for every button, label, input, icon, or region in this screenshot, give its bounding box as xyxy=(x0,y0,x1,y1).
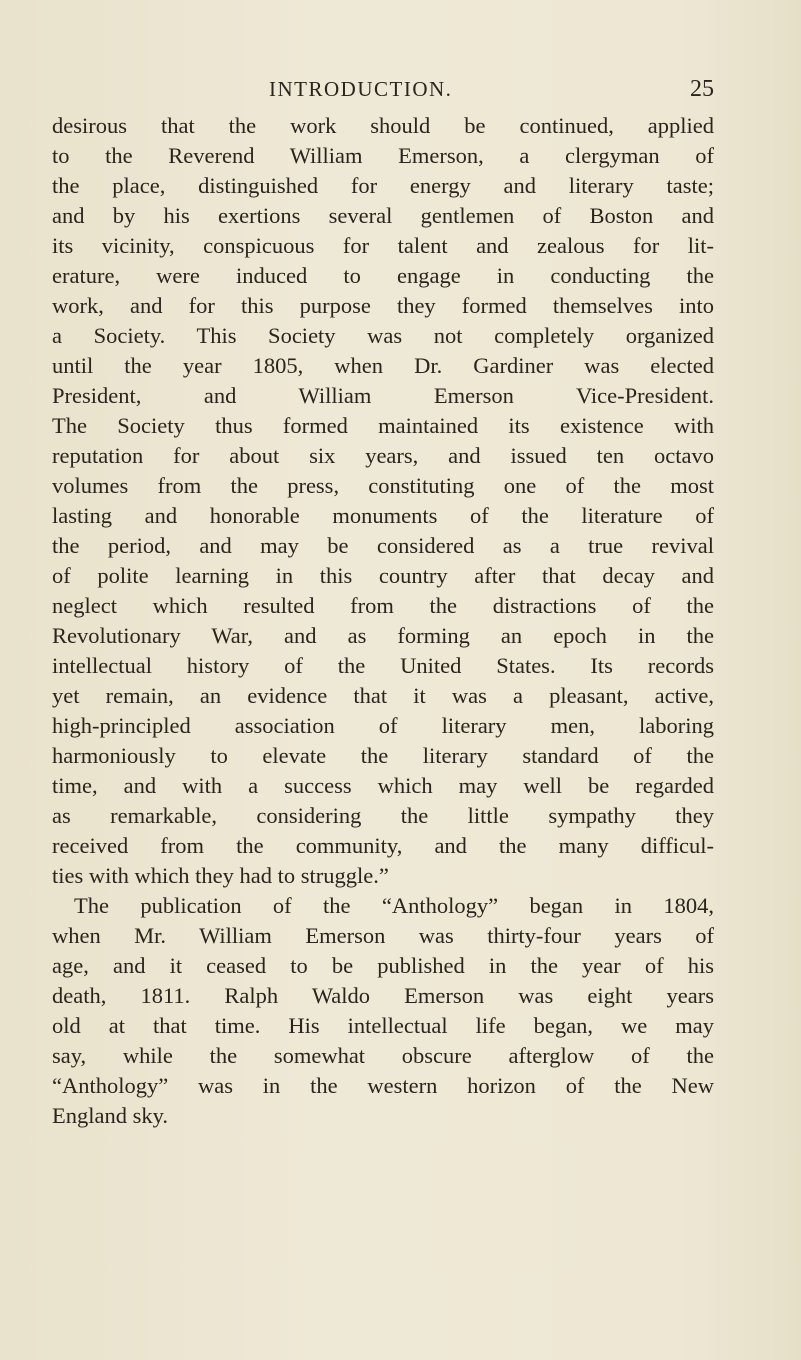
paragraph-end-line: England sky. xyxy=(52,1103,169,1128)
text-line: to the Reverend William Emerson, a clergyman of xyxy=(52,143,714,168)
text-line: as remarkable, considering the little sympathy they xyxy=(52,803,714,828)
text-line: the place, distinguished for energy and literary taste; xyxy=(52,173,714,198)
text-line: say, while the somewhat obscure afterglow of the xyxy=(52,1043,714,1068)
paragraph-start-line: The publication of the “Anthology” began in 1804, xyxy=(74,893,714,918)
text-line: of polite learning in this country after that decay and xyxy=(52,563,714,588)
text-line: lasting and honorable monuments of the literature of xyxy=(52,503,714,528)
text-line: its vicinity, conspicuous for talent and zealous for lit- xyxy=(52,233,714,258)
text-line: The Society thus formed maintained its existence with xyxy=(52,413,714,438)
text-line: work, and for this purpose they formed themselves into xyxy=(52,293,714,318)
text-line: erature, were induced to engage in conducting the xyxy=(52,263,714,288)
text-line: death, 1811. Ralph Waldo Emerson was eight years xyxy=(52,983,714,1008)
body-text xyxy=(52,111,714,1131)
text-line: neglect which resulted from the distractions of the xyxy=(52,593,714,618)
text-line: received from the community, and the many difficul- xyxy=(52,833,714,858)
text-line: intellectual history of the United States. Its records xyxy=(52,653,714,678)
text-line: a Society. This Society was not completely organized xyxy=(52,323,714,348)
text-line: until the year 1805, when Dr. Gardiner was elected xyxy=(52,353,714,378)
text-line: harmoniously to elevate the literary standard of the xyxy=(52,743,714,768)
text-line: when Mr. William Emerson was thirty-four years of xyxy=(52,923,714,948)
text-line: age, and it ceased to be published in the year of his xyxy=(52,953,714,978)
text-line: and by his exertions several gentlemen of Boston and xyxy=(52,203,714,228)
text-line: President, and William Emerson Vice-President. xyxy=(52,383,714,408)
page-number: 25 xyxy=(690,76,714,102)
text-line: Revolutionary War, and as forming an epoch in the xyxy=(52,623,714,648)
text-line: old at that time. His intellectual life began, we may xyxy=(52,1013,714,1038)
text-line: time, and with a success which may well be regarded xyxy=(52,773,714,798)
running-title: INTRODUCTION. xyxy=(269,77,453,101)
text-line: yet remain, an evidence that it was a pleasant, active, xyxy=(52,683,714,708)
text-line: reputation for about six years, and issued ten octavo xyxy=(52,443,714,468)
text-line: volumes from the press, constituting one of the most xyxy=(52,473,714,498)
text-line: high-principled association of literary men, laboring xyxy=(52,713,714,738)
text-line: “Anthology” was in the western horizon of the New xyxy=(52,1073,714,1098)
running-head xyxy=(52,72,714,106)
text-line: the period, and may be considered as a true revival xyxy=(52,533,714,558)
paragraph-end-line: ties with which they had to struggle.” xyxy=(52,863,389,888)
text-line: desirous that the work should be continued, applied xyxy=(52,113,714,138)
